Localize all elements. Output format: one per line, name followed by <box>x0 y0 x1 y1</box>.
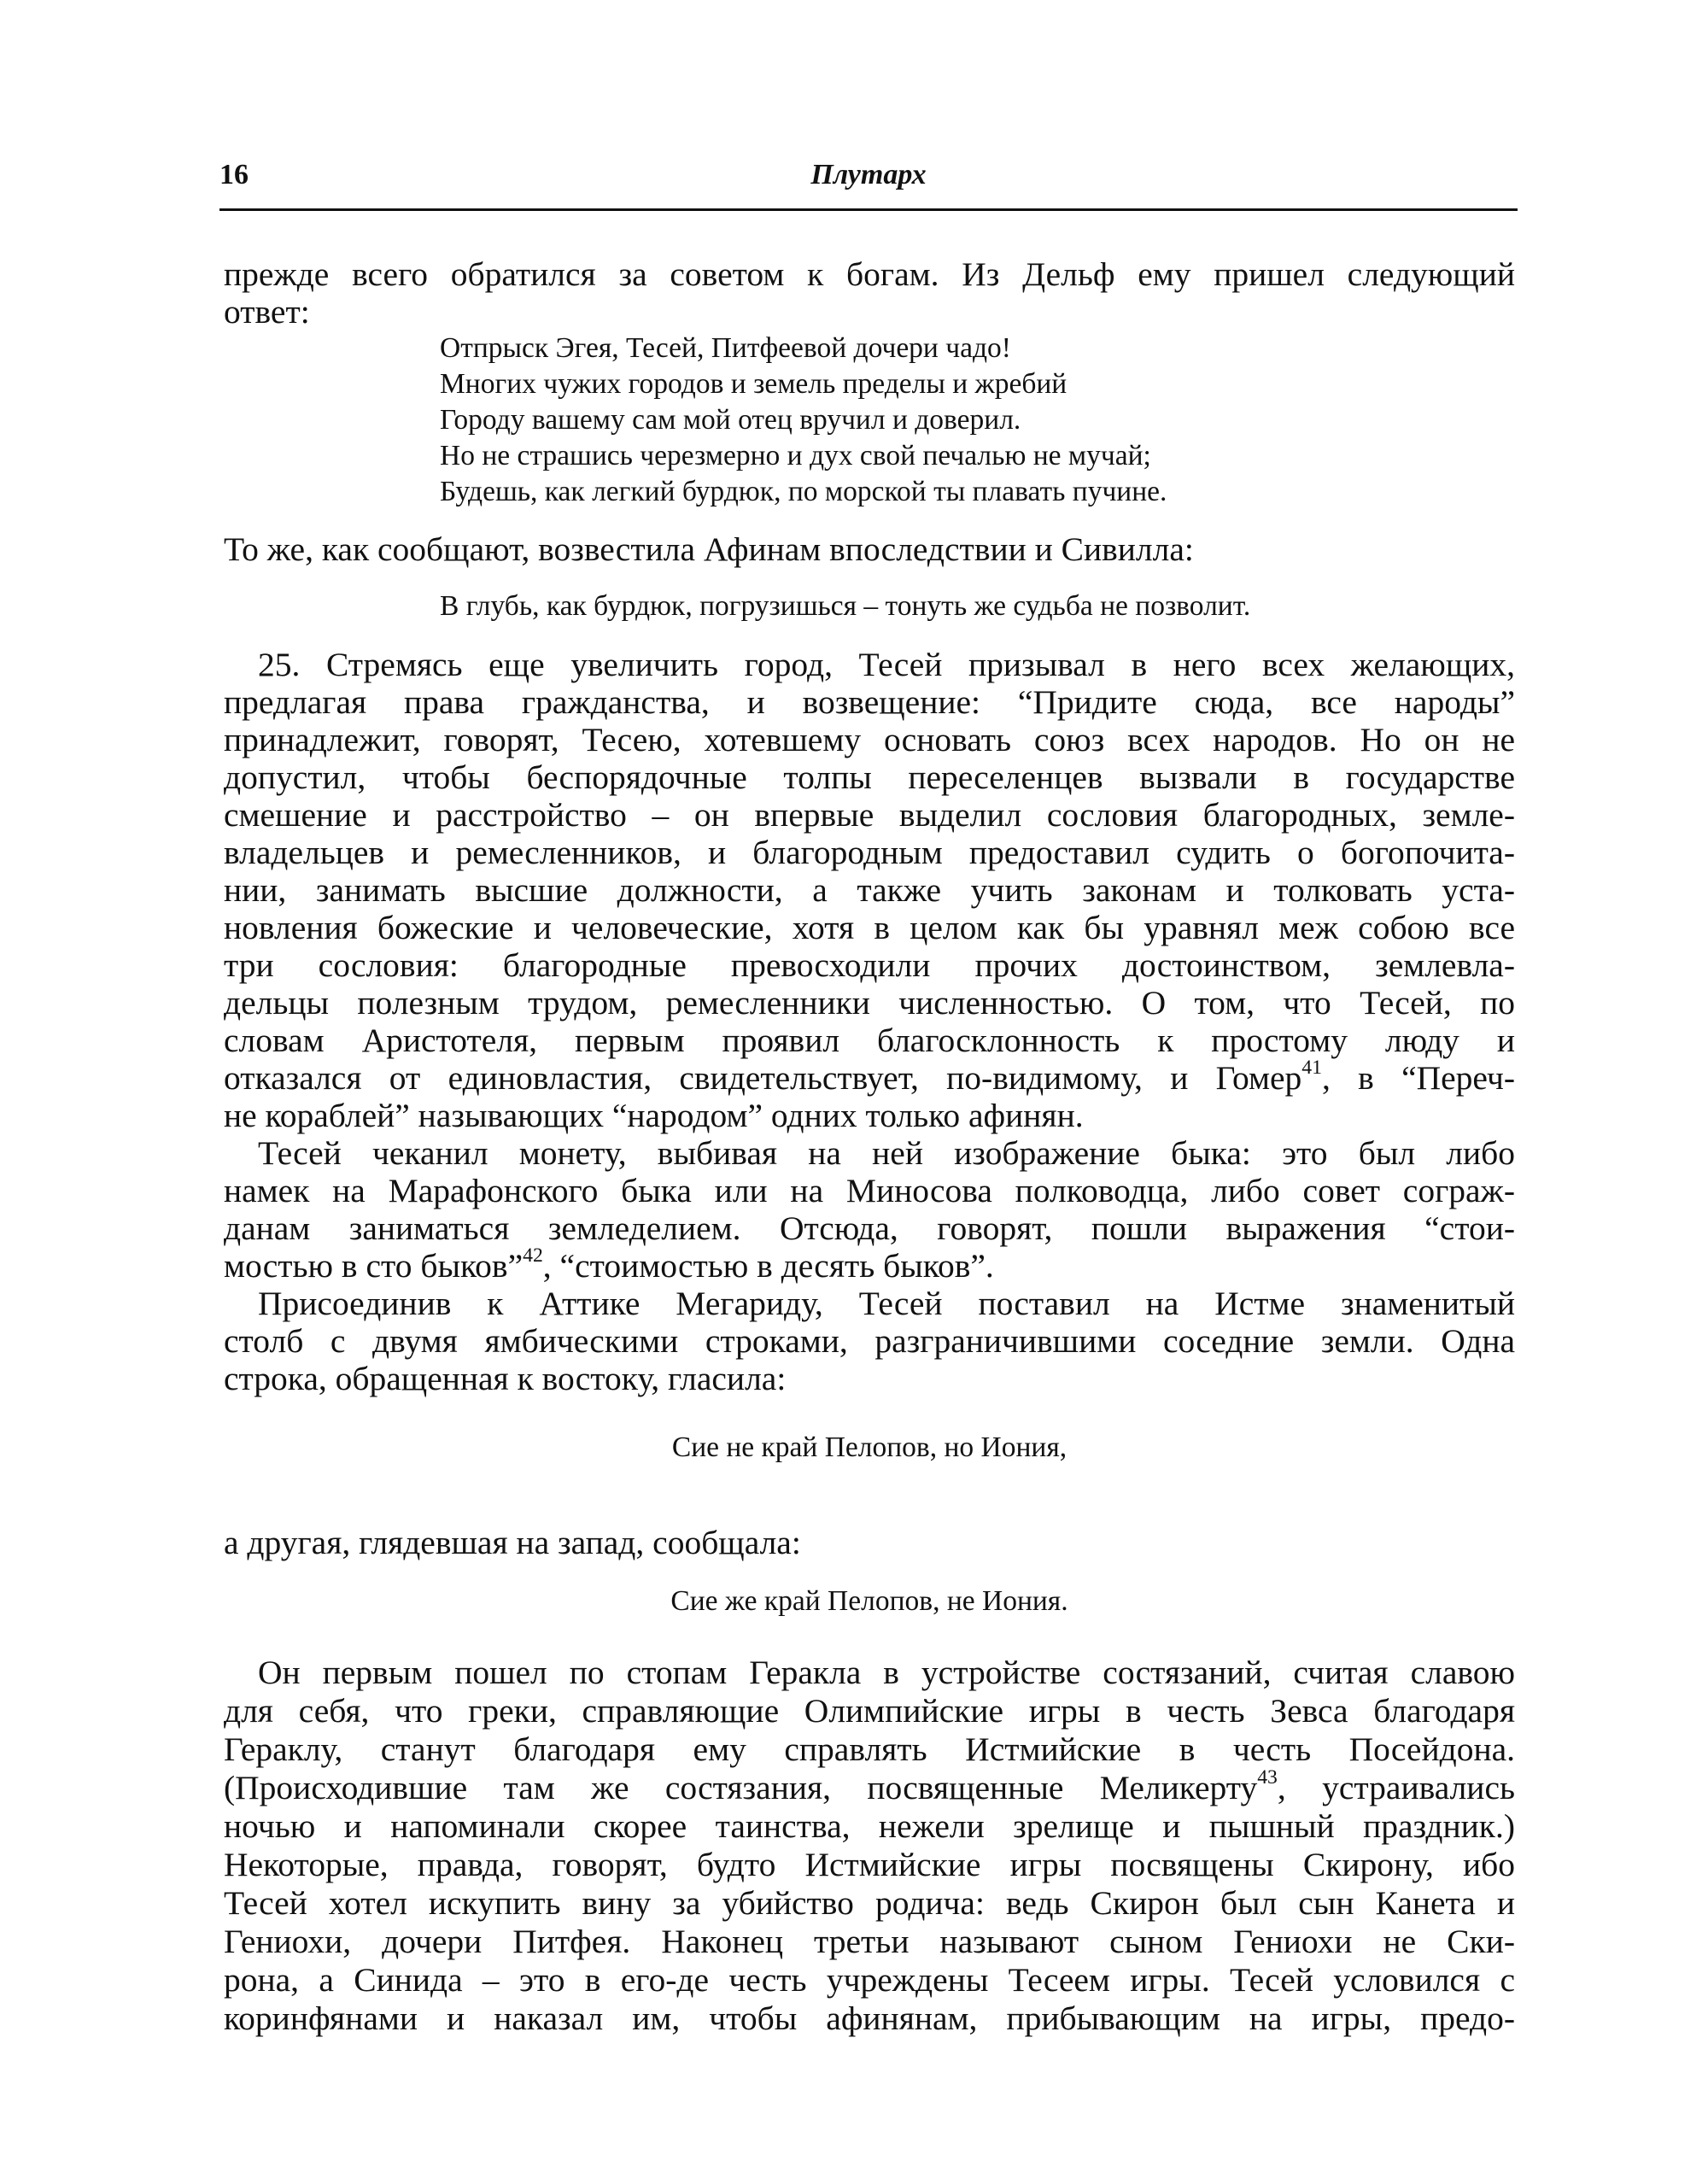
text-line: Тесей чеканил монету, выбивая на ней изображение быка: это был либо <box>258 1134 1515 1172</box>
text-line: (Происходившие там же состязания, посвященные Меликерту$^{43}$, устраивались <box>224 1766 1515 1806</box>
text-line: не кораблей” называющих “народом” одних только афинян. <box>224 1097 1084 1134</box>
text-line: Некоторые, правда, говорят, будто Истмийские игры посвящены Скирону, ибо <box>224 1846 1515 1883</box>
verse-line: Многих чужих городов и земель пределы и жребий <box>440 368 1068 400</box>
inscription-line: Сие же край Пелопов, не Иония. <box>670 1585 1068 1617</box>
text-line: для себя, что греки, справляющие Олимпийские игры в честь Зевса благодаря <box>224 1692 1515 1730</box>
verse-line: Городу вашему сам мой отец вручил и доверил. <box>440 404 1021 436</box>
text-line: столб с двумя ямбическими строками, разграничившими соседние земли. Одна <box>224 1322 1515 1360</box>
text-line: данам заниматься земледелием. Отсюда, говорят, пошли выражения “стои- <box>224 1209 1515 1247</box>
text-line: строка, обращенная к востоку, гласила: <box>224 1360 787 1397</box>
text-line: намек на Марафонского быка или на Миносова полководца, либо совет сограж- <box>224 1172 1515 1209</box>
verse-line: Будешь, как легкий бурдюк, по морской ты плавать пучине. <box>440 476 1167 507</box>
text-line: принадлежит, говорят, Тесею, хотевшему основать союз всех народов. Но он не <box>224 721 1515 758</box>
text-line: То же, как сообщают, возвестила Афинам впоследствии и Сивилла: <box>224 530 1194 568</box>
text-line: Гениохи, дочери Питфея. Наконец третьи называют сыном Гениохи не Ски- <box>224 1923 1515 1960</box>
text-line: владельцев и ремесленников, и благородным предоставил судить о богопочита- <box>224 834 1515 871</box>
text-line: допустил, чтобы беспорядочные толпы переселенцев вызвали в государстве <box>224 758 1515 796</box>
footnote-ref[interactable]: 43 <box>1257 1766 1278 1789</box>
text-line: ответ: <box>224 293 310 331</box>
text-line: ночью и напоминали скорее таинства, нежели зрелище и пышный праздник.) <box>224 1807 1515 1845</box>
text-line: а другая, глядевшая на запад, сообщала: <box>224 1524 801 1561</box>
text-line: Тесей хотел искупить вину за убийство родича: ведь Скирон был сын Канета и <box>224 1884 1515 1922</box>
text-line: коринфянами и наказал им, чтобы афинянам, прибывающим на игры, предо- <box>224 1999 1515 2037</box>
text-line: мостью в сто быков”$^{42}$, “стоимостью в десять быков”. <box>224 1244 994 1285</box>
inscription-line: Сие не край Пелопов, но Иония, <box>671 1432 1068 1463</box>
text-line: дельцы полезным трудом, ремесленники численностью. О том, что Тесей, по <box>224 984 1515 1022</box>
running-header <box>219 159 1518 202</box>
header-rule <box>219 208 1518 211</box>
verse-line: Отпрыск Эгея, Тесей, Питфеевой дочери чадо! <box>440 332 1011 364</box>
footnote-ref[interactable]: 41 <box>1301 1057 1322 1080</box>
text-line: предлагая права гражданства, и возвещение: “Придите сюда, все народы” <box>224 683 1515 721</box>
text-line: Он первым пошел по стопам Геракла в устройстве состязаний, считая славою <box>258 1654 1515 1691</box>
verse-line: Но не страшись черезмерно и дух свой печалью не мучай; <box>440 440 1151 471</box>
text-line: смешение и расстройство – он впервые выделил сословия благородных, земле- <box>224 796 1515 834</box>
text-line: Гераклу, станут благодаря ему справлять Истмийские в честь Посейдона. <box>224 1730 1515 1768</box>
text-line: прежде всего обратился за советом к богам. Из Дельф ему пришел следующий <box>224 255 1515 293</box>
text-line: словам Аристотеля, первым проявил благосклонность к простому люду и <box>224 1022 1515 1059</box>
verse-line: В глубь, как бурдюк, погрузишься – тонуть же судьба не позволит. <box>440 590 1251 622</box>
text-line: нии, занимать высшие должности, а также учить законам и толковать уста- <box>224 871 1515 909</box>
text-line: новления божеские и человеческие, хотя в целом как бы уравнял меж собою все <box>224 909 1515 946</box>
text-line: три сословия: благородные превосходили прочих достоинством, землевла- <box>224 946 1515 984</box>
text-line: рона, а Синида – это в его-де честь учреждены Тесеем игры. Тесей условился с <box>224 1961 1515 1999</box>
text-line: Присоединив к Аттике Мегариду, Тесей поставил на Истме знаменитый <box>258 1285 1515 1322</box>
running-title: Плутарх <box>810 159 927 190</box>
footnote-ref[interactable]: 42 <box>523 1244 543 1268</box>
page-number: 16 <box>219 159 249 190</box>
text-line: отказался от единовластия, свидетельствует, по-видимому, и Гомер$^{41}$, в “Переч- <box>224 1057 1515 1097</box>
text-line: 25. Стремясь еще увеличить город, Тесей призывал в него всех желающих, <box>258 646 1515 683</box>
